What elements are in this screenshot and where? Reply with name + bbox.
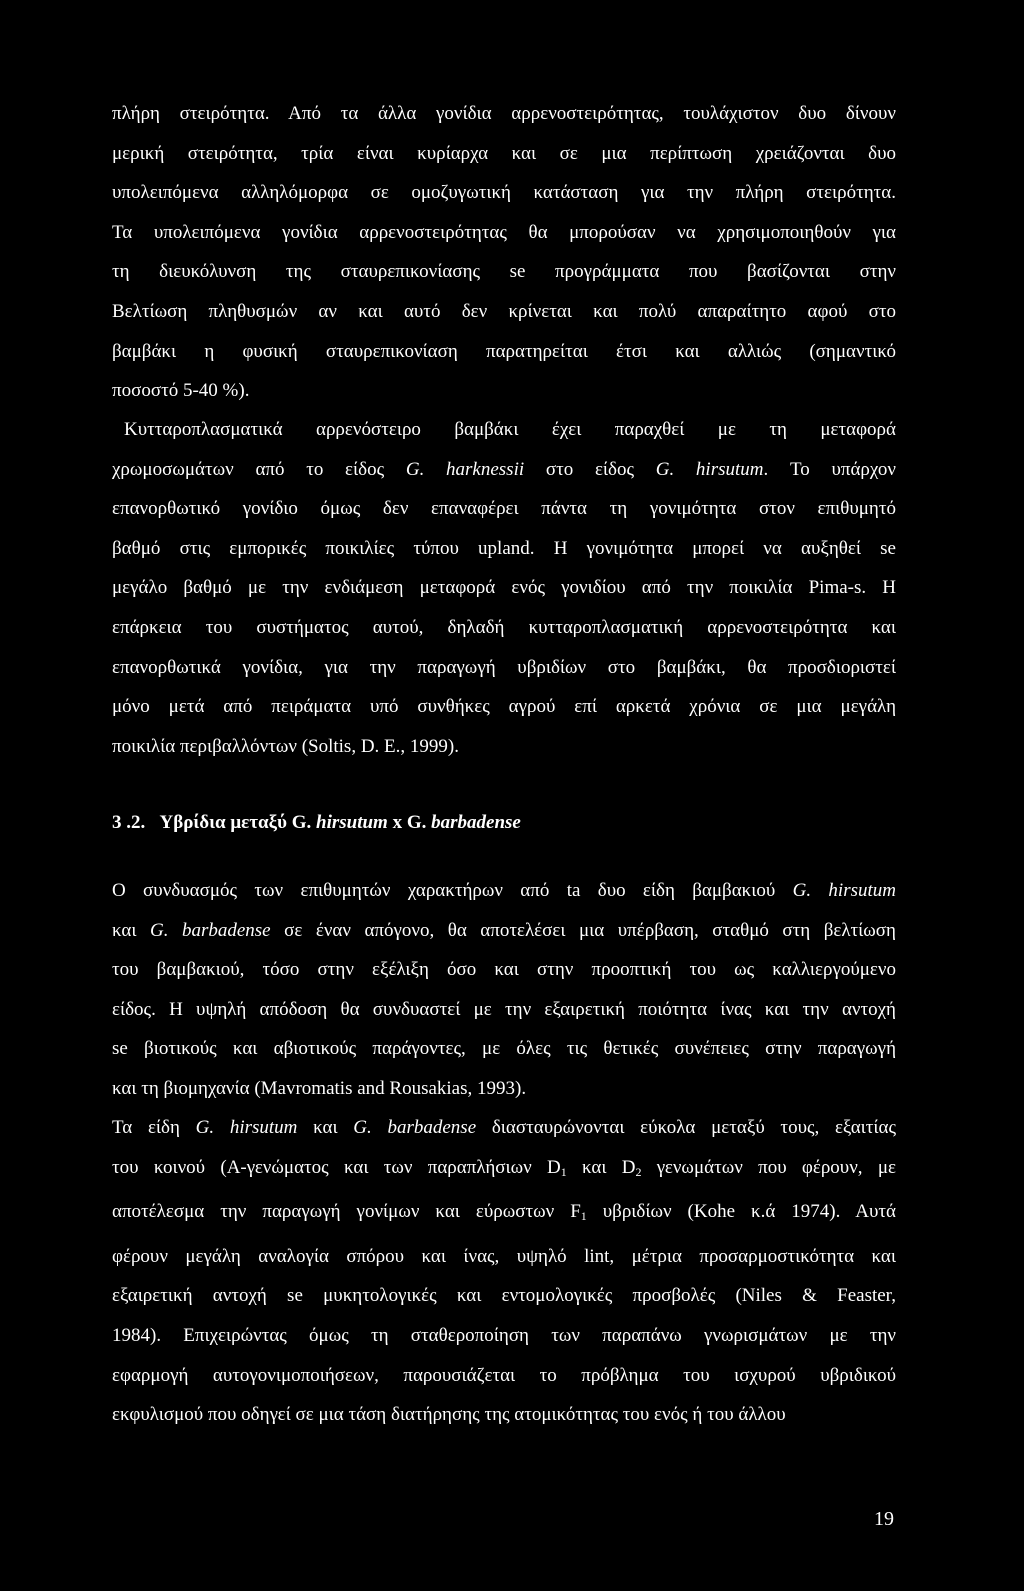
text-line (112, 410, 896, 450)
section-title: Υβρίδια μεταξύ G. (159, 812, 317, 833)
text-line: Τα υπολειπόμενα γονίδια αρρενοστειρότητας θα μπορούσαν να χρησιμοποιηθούν για (112, 221, 896, 243)
paragraph-4 (112, 1108, 896, 1435)
text-line: μόνο μετά από πειράματα υπό συνθήκες αγρού επί αρκετά χρόνια σε μια μεγάλη (112, 696, 896, 718)
text-line (112, 911, 896, 951)
section-number: 3 .2. (112, 812, 146, 833)
text-line: φέρουν μεγάλη αναλογία σπόρου και ίνας, υψηλό lint, μέτρια προσαρμοστικότητα και (112, 1245, 896, 1267)
text-line (112, 1192, 896, 1237)
page-number: 19 (874, 1508, 894, 1530)
text-line: μερική στειρότητα, τρία είναι κυρίαρχα και σε μια περίπτωση χρειάζονται δυο (112, 142, 896, 164)
text-segment: και D (566, 1156, 636, 1178)
text-line: του βαμβακιού, τόσο στην εξέλιξη όσο και στην προοπτική του ως καλλιεργούμενο (112, 959, 896, 981)
section-title: x G. (387, 812, 432, 833)
section-heading (112, 812, 521, 834)
text-line: επάρκεια του συστήματος αυτού, δηλαδή κυτταροπλασματική αρρενοστειρότητα και (112, 616, 896, 638)
text-line: πλήρη στειρότητα. Από τα άλλα γονίδια αρρενοστειρότητας, τουλάχιστον δυο δίνουν (112, 103, 896, 124)
text-line: επανορθωτικά γονίδια, για την παραγωγή υβριδίων στο βαμβάκι, θα προσδιοριστεί (112, 656, 896, 678)
text-line: εξαιρετική αντοχή se μυκητολογικές και εντομολογικές προσβολές (Niles & Feaster, (112, 1285, 896, 1307)
paragraph-1 (112, 94, 896, 411)
text-segment: και (297, 1117, 354, 1138)
text-line: και τη βιομηχανία (Mavromatis and Rousakias, 1993). (112, 1077, 527, 1099)
text-line: τη διευκόλυνση της σταυρεπικονίασης se προγράμματα που βασίζονται στην (112, 261, 896, 283)
text-line (112, 871, 896, 911)
species-name: G. hirsutum (792, 880, 896, 901)
text-segment: στο είδος (524, 458, 656, 480)
text-segment: . Το υπάρχον (763, 458, 897, 480)
species-name: hirsutum (316, 812, 388, 833)
text-line: υπολειπόμενα αλληλόμορφα σε ομοζυγωτική κατάσταση για την πλήρη στειρότητα. (112, 182, 896, 204)
text-segment: του κοινού (Α-γενώματος και των παραπλήσιων D (112, 1156, 561, 1178)
text-segment: Ο συνδυασμός των επιθυμητών χαρακτήρων από ta δυο είδη βαμβακιού (112, 880, 793, 901)
text-line: βαθμό στις εμπορικές ποικιλίες τύπου upland. Η γονιμότητα μπορεί να αυξηθεί se (112, 537, 896, 559)
text-line: επανορθωτικό γονίδιο όμως δεν επαναφέρει πάντα τη γονιμότητα στον επιθυμητό (112, 498, 896, 520)
text-segment: διασταυρώνονται εύκολα μεταξύ τους, εξαιτίας (476, 1117, 896, 1138)
text-segment: χρωμοσωμάτων από το είδος (112, 458, 406, 480)
text-line: εκφυλισμού που οδηγεί σε μια τάση διατήρησης της ατομικότητας του ενός ή του άλλου (112, 1404, 786, 1426)
text-line: ποσοστό 5-40 %). (112, 380, 250, 402)
text-line: 1984). Επιχειρώντας όμως τη σταθεροποίηση των παραπάνω γνωρισμάτων με την (112, 1324, 896, 1346)
text-line: Βελτίωση πληθυσμών αν και αυτό δεν κρίνεται και πολύ απαραίτητο αφού στο (112, 300, 896, 322)
text-line: μεγάλο βαθμό με την ενδιάμεση μεταφορά ενός γονιδίου από την ποικιλία Pima-s. Η (112, 577, 896, 599)
text-line: εφαρμογή αυτογονιμοποιήσεων, παρουσιάζεται το πρόβλημα του ισχυρού υβριδικού (112, 1364, 896, 1386)
species-name: G. hirsutum (655, 458, 764, 480)
text-line: se βιοτικούς και αβιοτικούς παράγοντες, με όλες τις θετικές συνέπειες στην παραγωγή (112, 1038, 896, 1060)
text-segment: και (112, 919, 150, 941)
text-line (112, 1108, 896, 1148)
text-line: βαμβάκι η φυσική σταυρεπικονίαση παρατηρείται έτσι και αλλιώς (σημαντικό (112, 340, 896, 362)
text-segment: Κυτταροπλασματικά αρρενόστειρο βαμβάκι έχει παραχθεί με τη μεταφορά (124, 419, 896, 440)
species-name: G. barbadense (353, 1117, 477, 1138)
text-segment: σε έναν απόγονο, θα αποτελέσει μια υπέρβαση, σταθμό στη βελτίωση (270, 919, 896, 941)
paragraph-2 (112, 410, 896, 766)
text-segment: υβριδίων (Kohe κ.ά 1974). Αυτά (586, 1201, 896, 1223)
text-line (112, 1148, 896, 1193)
paragraph-3 (112, 871, 896, 1109)
species-name: G. barbadense (149, 919, 271, 941)
subscript: 1 (580, 1209, 587, 1224)
species-name: barbadense (431, 812, 521, 833)
text-line (112, 450, 896, 490)
text-segment: Τα είδη (112, 1117, 196, 1138)
subscript: 1 (560, 1164, 567, 1179)
species-name: G. hirsutum (195, 1117, 298, 1138)
subscript: 2 (635, 1164, 642, 1179)
text-segment: αποτέλεσμα την παραγωγή γονίμων και εύρωστων F (112, 1201, 581, 1223)
text-segment: γενωμάτων που φέρουν, με (641, 1156, 896, 1178)
species-name: G. harknessii (405, 458, 525, 480)
text-line: ποικιλία περιβαλλόντων (Soltis, D. E., 1999). (112, 735, 459, 757)
text-line: είδος. Η υψηλή απόδοση θα συνδυαστεί με την εξαιρετική ποιότητα ίνας και την αντοχή (112, 998, 896, 1020)
